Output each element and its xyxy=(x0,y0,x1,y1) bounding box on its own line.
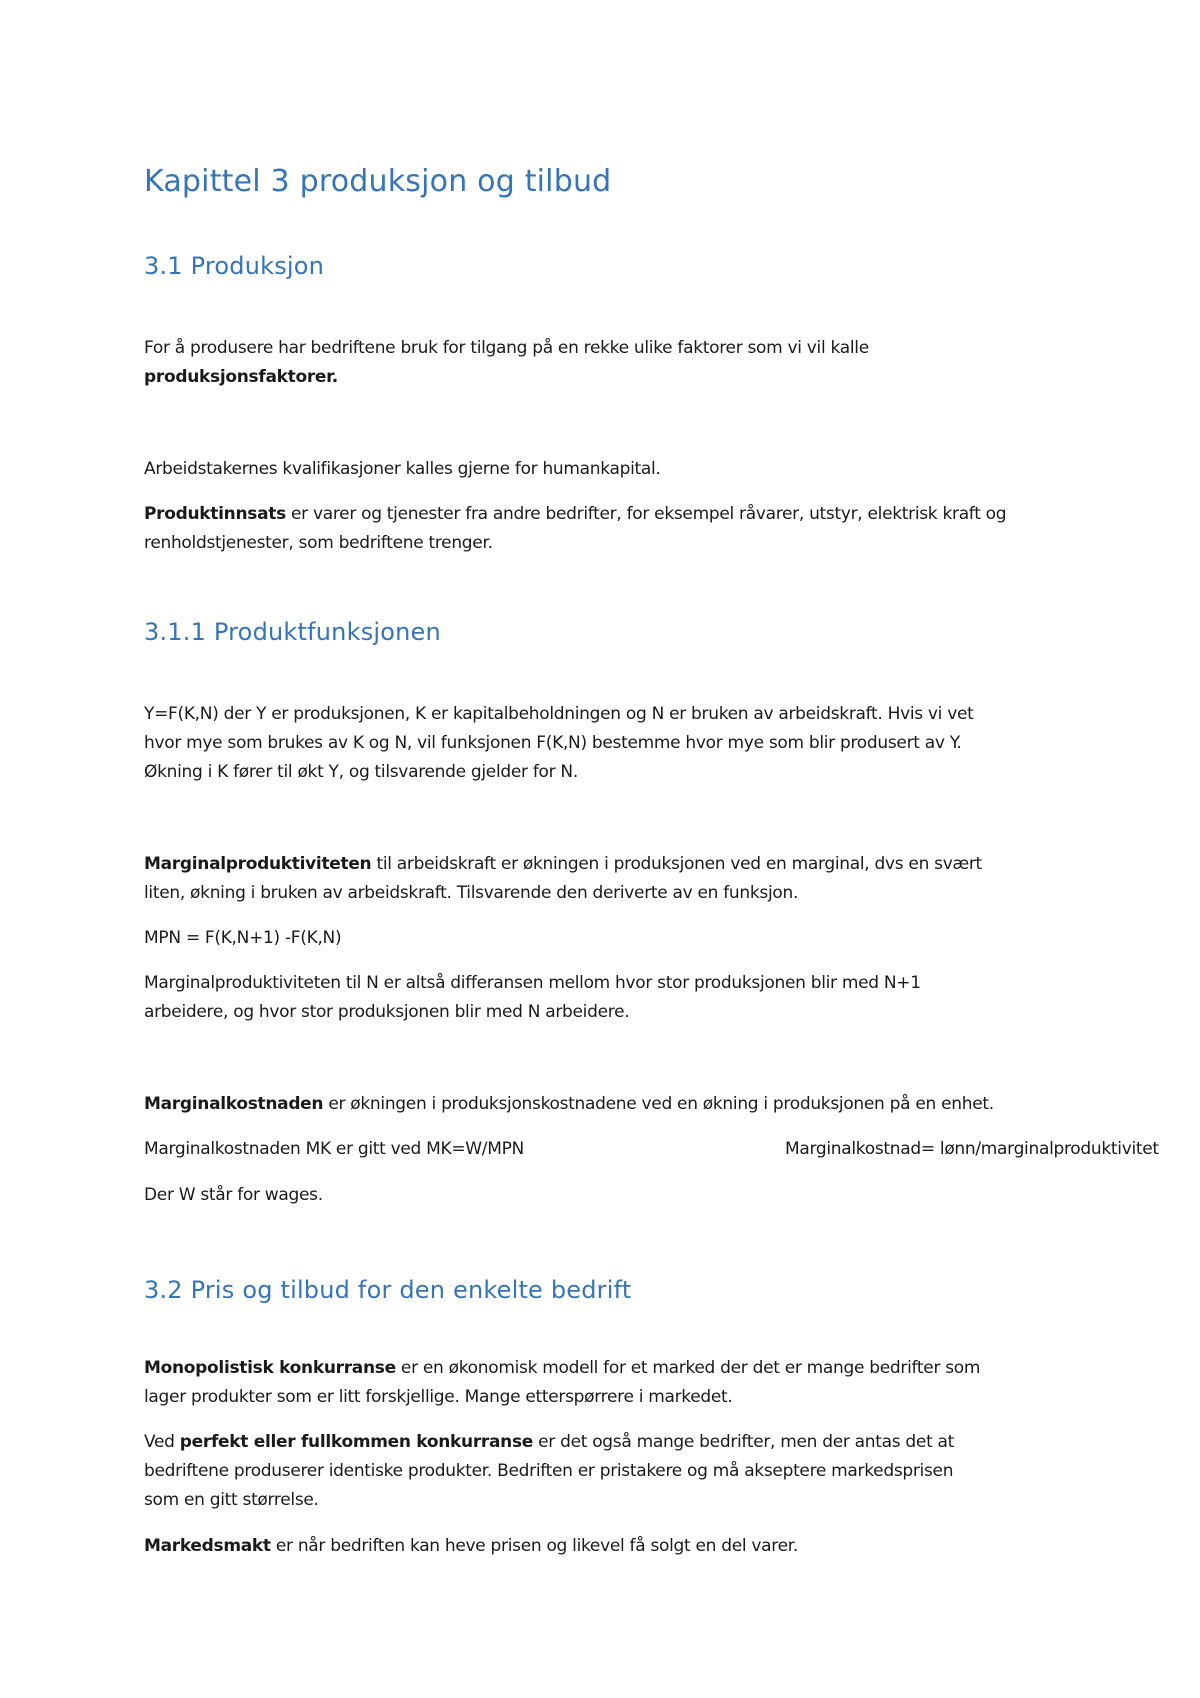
paragraph-markedsmakt xyxy=(144,1532,798,1561)
paragraph-produktfunksjon xyxy=(144,700,974,787)
paragraph-wages: Der W står for wages. xyxy=(144,1185,323,1205)
paragraph-text: til arbeidskraft er økningen i produksjonen ved en marginal, dvs en svært xyxy=(371,854,982,874)
paragraph-produksjonsfaktorer xyxy=(144,334,869,392)
paragraph-text: Y=F(K,N) der Y er produksjonen, K er kapitalbeholdningen og N er bruken av arbeidskraft. Hvis vi vet xyxy=(144,704,974,724)
bold-term: produksjonsfaktorer. xyxy=(144,367,338,387)
formula-right: Marginalkostnad= lønn/marginalproduktivitet xyxy=(785,1139,1159,1159)
paragraph-text: er varer og tjenester fra andre bedrifter, for eksempel råvarer, utstyr, elektrisk kraft og xyxy=(285,504,1007,524)
paragraph-text: hvor mye som brukes av K og N, vil funksjonen F(K,N) bestemme hvor mye som blir produsert av Y. xyxy=(144,733,962,753)
bold-term: Markedsmakt xyxy=(144,1536,271,1556)
paragraph-mk-formula xyxy=(144,1135,1159,1164)
paragraph-text: arbeidere, og hvor stor produksjonen blir med N arbeidere. xyxy=(144,1002,630,1022)
section-heading-3-1-1: 3.1.1 Produktfunksjonen xyxy=(144,618,441,646)
section-heading-3-2: 3.2 Pris og tilbud for den enkelte bedrift xyxy=(144,1276,632,1304)
paragraph-text: Økning i K fører til økt Y, og tilsvarende gjelder for N. xyxy=(144,762,578,782)
paragraph-monopolistisk xyxy=(144,1354,980,1412)
bold-term: perfekt eller fullkommen konkurranse xyxy=(179,1432,534,1452)
section-heading-3-1: 3.1 Produksjon xyxy=(144,252,325,280)
paragraph-text: som en gitt størrelse. xyxy=(144,1490,319,1510)
paragraph-mpn-explanation xyxy=(144,969,921,1027)
paragraph-text: er en økonomisk modell for et marked der det er mange bedrifter som xyxy=(395,1358,981,1378)
paragraph-humankapital: Arbeidstakernes kvalifikasjoner kalles gjerne for humankapital. xyxy=(144,459,661,479)
bold-term: Monopolistisk konkurranse xyxy=(144,1358,396,1378)
bold-term: Marginalproduktiviteten xyxy=(144,854,372,874)
paragraph-text: er økningen i produksjonskostnadene ved en økning i produksjonen på en enhet. xyxy=(323,1094,994,1114)
page-title: Kapittel 3 produksjon og tilbud xyxy=(144,164,612,199)
paragraph-text: Ved xyxy=(144,1432,180,1452)
paragraph-text: liten, økning i bruken av arbeidskraft. Tilsvarende den deriverte av en funksjon. xyxy=(144,883,799,903)
bold-term: Marginalkostnaden xyxy=(144,1094,324,1114)
paragraph-text: lager produkter som er litt forskjellige. Mange etterspørrere i markedet. xyxy=(144,1387,733,1407)
paragraph-text: renholdstjenester, som bedriftene trenger. xyxy=(144,533,493,553)
paragraph-perfekt-konkurranse xyxy=(144,1428,954,1515)
paragraph-produktinnsats xyxy=(144,500,1006,558)
paragraph-marginalkostnad xyxy=(144,1090,994,1119)
paragraph-marginalproduktivitet xyxy=(144,850,982,908)
formula-left: Marginalkostnaden MK er gitt ved MK=W/MPN xyxy=(144,1139,524,1159)
paragraph-text: For å produsere har bedriftene bruk for tilgang på en rekke ulike faktorer som vi vil kalle xyxy=(144,338,869,358)
paragraph-text: Marginalproduktiviteten til N er altså differansen mellom hvor stor produksjonen blir med N+1 xyxy=(144,973,921,993)
paragraph-text: er når bedriften kan heve prisen og likevel få solgt en del varer. xyxy=(270,1536,798,1556)
paragraph-text: bedriftene produserer identiske produkter. Bedriften er pristakere og må akseptere markedsprisen xyxy=(144,1461,954,1481)
bold-term: Produktinnsats xyxy=(144,504,286,524)
formula-mpn: MPN = F(K,N+1) -F(K,N) xyxy=(144,928,342,948)
paragraph-text: er det også mange bedrifter, men der antas det at xyxy=(533,1432,955,1452)
